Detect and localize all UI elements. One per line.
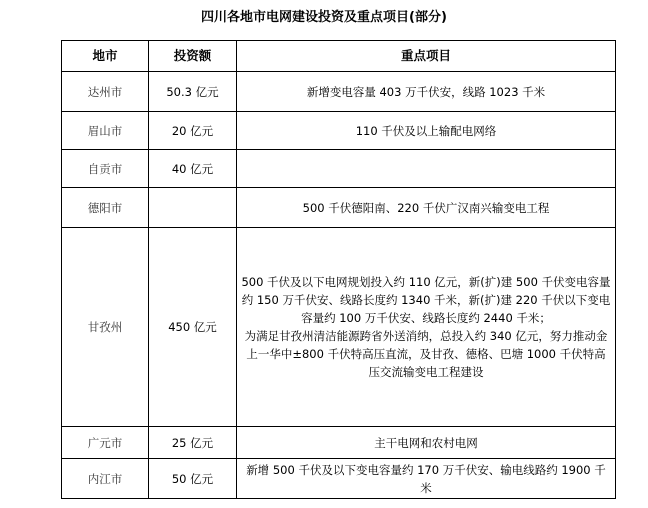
header-projects: 重点项目	[237, 41, 616, 72]
table-row	[62, 228, 616, 427]
projects-cell: 500 千伏德阳南、220 千伏广汉南兴输变电工程	[237, 188, 616, 228]
investment-table	[61, 40, 616, 499]
investment-cell	[149, 188, 237, 228]
projects-cell: 新增 500 千伏及以下变电容量约 170 万千伏安、输电线路约 1900 千米	[237, 459, 616, 499]
projects-cell: 新增变电容量 403 万千伏安，线路 1023 千米	[237, 72, 616, 112]
header-city: 地市	[62, 41, 149, 72]
city-cell: 甘孜州	[62, 228, 149, 427]
city-cell: 德阳市	[62, 188, 149, 228]
table-header-row	[62, 41, 616, 72]
investment-cell: 50.3 亿元	[149, 72, 237, 112]
table-row	[62, 188, 616, 228]
project-line: 为满足甘孜州清洁能源跨省外送消纳，总投入约 340 亿元，努力推动金上一华中±800 千伏特高压直流，及甘孜、德格、巴塘 1000 千伏特高压交流输变电工程建设	[244, 329, 608, 379]
investment-cell: 50 亿元	[149, 459, 237, 499]
project-line: 500 千伏及以下电网规划投入约 110 亿元，新(扩)建 500 千伏变电容量约 150 万千伏安、线路长度约 1340 千米，新(扩)建 220 千伏以下变电容量约 100 万千伏安、线路长度约 2440 千米；	[241, 275, 611, 325]
investment-cell: 450 亿元	[149, 228, 237, 427]
table-row	[62, 459, 616, 499]
table-row	[62, 427, 616, 459]
projects-cell: 110 千伏及以上输配电网络	[237, 112, 616, 150]
city-cell: 达州市	[62, 72, 149, 112]
investment-cell: 40 亿元	[149, 150, 237, 188]
city-cell: 广元市	[62, 427, 149, 459]
table-row	[62, 150, 616, 188]
city-cell: 眉山市	[62, 112, 149, 150]
header-investment: 投资额	[149, 41, 237, 72]
table-title: 四川各地市电网建设投资及重点项目(部分)	[201, 10, 447, 25]
city-cell: 自贡市	[62, 150, 149, 188]
projects-cell	[237, 228, 616, 427]
table-row	[62, 112, 616, 150]
table-row	[62, 72, 616, 112]
projects-cell	[237, 150, 616, 188]
projects-cell: 主干电网和农村电网	[237, 427, 616, 459]
investment-cell: 20 亿元	[149, 112, 237, 150]
investment-cell: 25 亿元	[149, 427, 237, 459]
city-cell: 内江市	[62, 459, 149, 499]
